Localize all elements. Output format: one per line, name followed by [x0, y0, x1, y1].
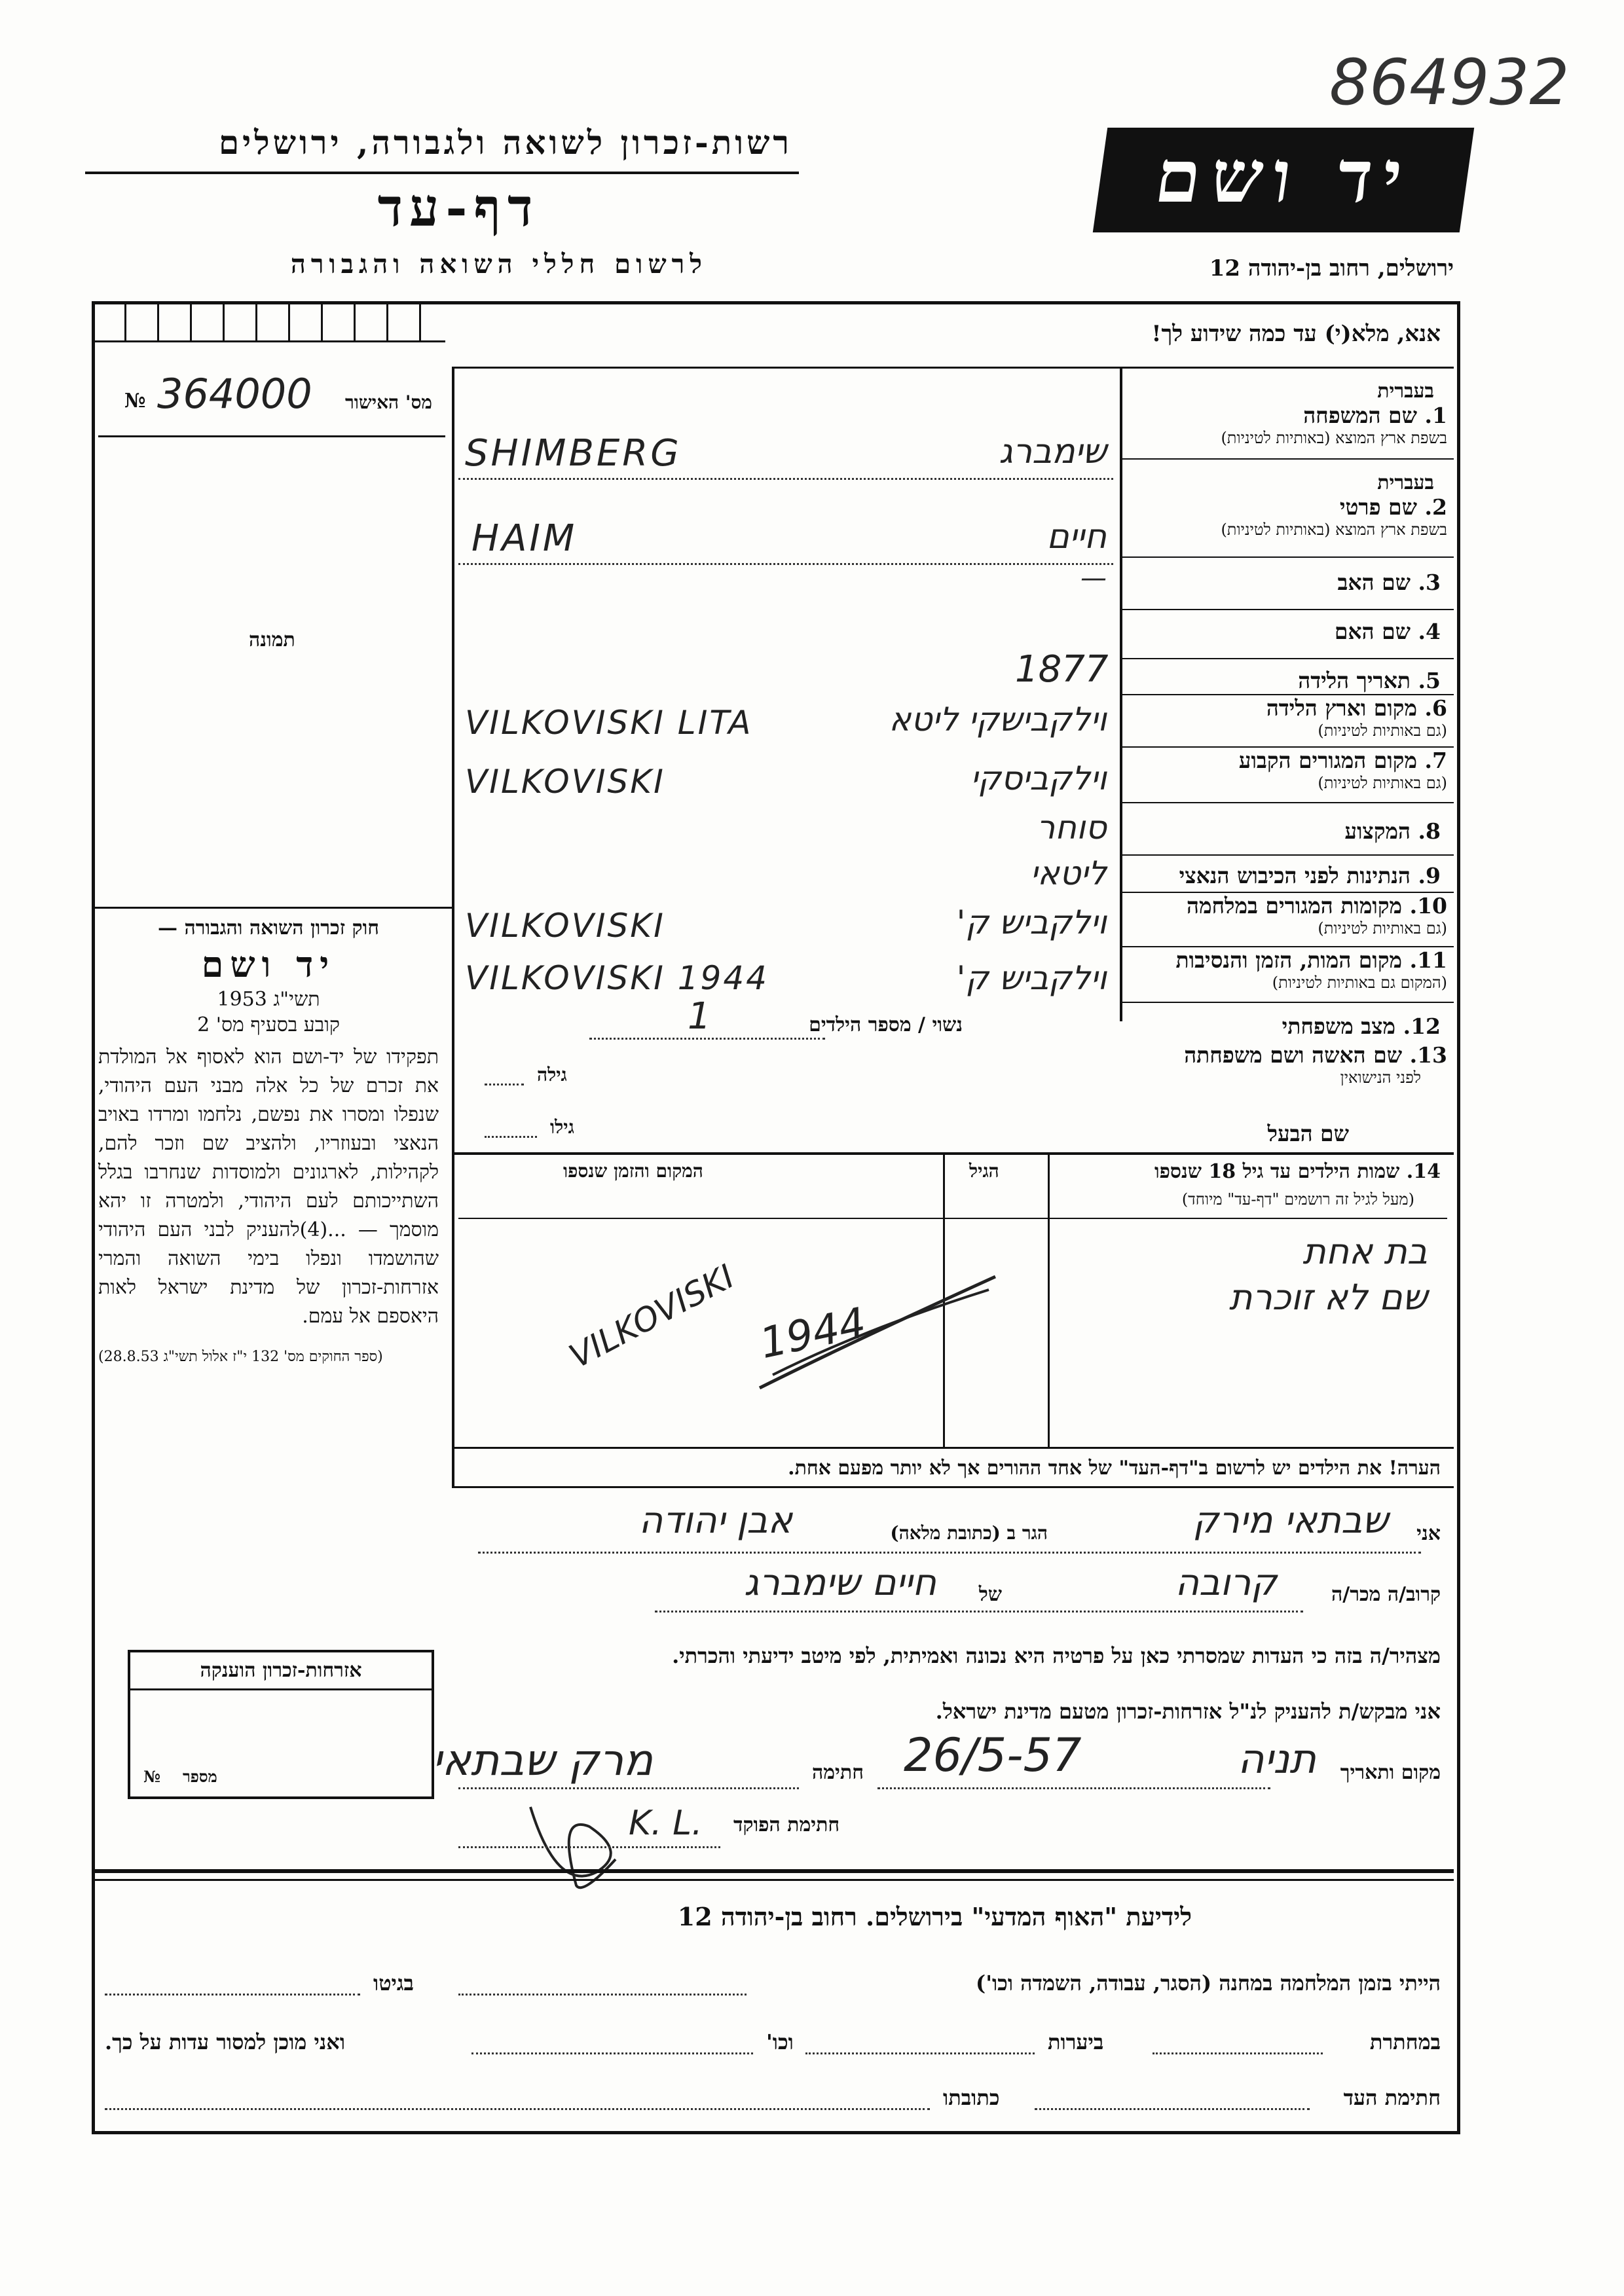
field-12: 12. מצב משפחתי: [1282, 1013, 1441, 1039]
surname-latin: SHIMBERG: [465, 432, 682, 475]
children-sub: (מעל לגיל זה רושמים "דף-עד" מיוחד): [1181, 1190, 1414, 1209]
header-address: ירושלים, רחוב בן-יהודה 12: [1209, 255, 1454, 282]
death-place-latin: VILKOVISKI 1944: [465, 959, 769, 997]
firstname-latin: HAIM: [471, 517, 578, 560]
child-death-place: VILKOVISKI: [563, 1257, 741, 1376]
relation-value: קרובה: [1175, 1561, 1277, 1604]
signature-label: חתימה: [812, 1761, 864, 1784]
wartime-residence-latin: VILKOVISKI: [465, 907, 665, 945]
bottom-underground: במחתרת: [1369, 2030, 1441, 2054]
form-subtitle: לרשום חללי השואה והגבורה: [290, 249, 707, 280]
header-rule: [85, 172, 799, 174]
children-place-header: המקום והזמן שנספו: [563, 1160, 703, 1182]
bottom-witness-sig: חתימת העד: [1343, 2085, 1441, 2110]
field-4: 4. שם האם: [1334, 619, 1441, 644]
relation-label: קרוב/ה מכר/ה: [1331, 1583, 1441, 1606]
married-children-label: נשוי / מספר הילדים: [809, 1013, 963, 1036]
signature-value: מרק שבתאי: [432, 1735, 654, 1785]
declaration-text: מצהיר/ה בזה כי העדות שמסרתי כאן על פרטיה היא נכונה ואמיתית, לפי מיטב ידיעתי והכרתי.: [672, 1643, 1441, 1668]
children-count: 1: [688, 995, 711, 1038]
field-9: 9. הנתינות לפני הכיבוש הנאצי: [1179, 863, 1441, 888]
nationality: ליטאי: [1030, 854, 1107, 892]
declarant-resides-label: הגר ב (כתובת מלאה): [890, 1522, 1048, 1544]
birthplace-latin: VILKOVISKI LITA: [465, 704, 753, 742]
field-husband: שם הבעל: [1267, 1121, 1349, 1146]
child-death-year: 1944: [756, 1298, 870, 1369]
place-value: תניה: [1238, 1735, 1316, 1783]
birth-date: 1877: [1015, 648, 1109, 691]
place-date-label: מקום ותאריך: [1340, 1761, 1441, 1784]
law-box: חוק זכרון השואה והגבורה — יד ושם תשי"ג 1953 קובע בסעיף מס' 2 תפקידו של יד-ושם הוא לאסוף אל המולדת את זכרם של כל אלה מבני העם היהודי, שנפלו ומסרו את נפשם, נלחמו ומרדו באויב הנאצי ובעוזריו, ולהציב שם וזכר להם, לקהילות, לארגונים ולמוסדות שנחרבו בגלל השתייכותם לעם היהודי, ולמטרה זו יהא מוסמך — ...(4)להעניק לבני העם היהודי שהושמדו ונפלו בימי השואה והמרי אזרחות-זכרון של מדינת ישראל לאות היאספם אל עמם. (ספר החוקים מס' 132 י"ז אלול תשי"ג 28.8.53): [98, 917, 439, 1365]
child-name-2: שם לא זוכרת: [1228, 1277, 1428, 1318]
officer-signature: K. L.: [629, 1804, 703, 1843]
field-13: 13. שם האשה ושם משפחתה לפני הנישואין: [1184, 1042, 1447, 1087]
death-place-hebrew: וילקביש ק': [956, 959, 1107, 997]
bottom-forests: ביערות: [1048, 2030, 1104, 2054]
field-2: בעברית 2. שם פרטי בשפת ארץ המוצא (באותיות לטיניות): [1221, 471, 1447, 539]
officer-label: חתימת הפוקד: [733, 1813, 840, 1836]
field-7: 7. מקום המגורים הקבוע (גם באותיות לטיניות): [1238, 748, 1447, 792]
surname-hebrew: שימברג: [999, 432, 1107, 471]
children-age-header: הגיל: [969, 1160, 999, 1182]
registry-number: 864932: [1329, 46, 1570, 119]
strike-mark: [753, 1264, 1002, 1394]
husband-age-label: גילו: [550, 1116, 574, 1138]
field-3: 3. שם האב: [1337, 570, 1441, 595]
field-1: בעברית 1. שם המשפחה בשפת ארץ המוצא (באותיות לטיניות): [1221, 380, 1447, 447]
bottom-testimony: ואני מוכן למסור עדות על כך.: [105, 2030, 346, 2054]
residence-hebrew: וילקביסקי: [970, 759, 1107, 797]
request-text: אני מבקש/ת להעניק לנ"ל אזרחות-זכרון מטעם מדינת ישראל.: [935, 1699, 1441, 1724]
field-8: 8. המקצוע: [1344, 818, 1441, 844]
field-6: 6. מקום וארץ הלידה (גם באותיות לטיניות): [1266, 695, 1447, 740]
declarant-address: אבן יהודה: [638, 1499, 792, 1542]
id-box: № 364000 מס' האישור: [124, 370, 432, 418]
children-note: הערה! את הילדים יש לרשום ב"דף-העד" של אחד ההורים אך לא יותר מפעם אחת.: [788, 1457, 1441, 1480]
citizenship-box: אזרחות-זכרון הוענקה מספר №: [128, 1650, 434, 1799]
left-column-divider: [452, 367, 454, 1152]
birthplace-hebrew: וילקבישקי ליטא: [889, 701, 1107, 738]
child-name-1: בת אחת: [1302, 1231, 1428, 1272]
bottom-address: כתובתו: [943, 2085, 1000, 2110]
yad-vashem-logo: יד ושם: [1093, 128, 1474, 232]
bottom-etc: וכו': [766, 2030, 794, 2054]
bottom-line1: הייתי בזמן המלחמה במחנה (הסגר, עבודה, השמדה וכו'): [976, 1971, 1441, 1995]
bottom-line1-end: בגיטו: [373, 1971, 414, 1995]
field-10: 10. מקומות המגורים במלחמה (גם באותיות לטיניות): [1186, 893, 1447, 938]
intro-text: אנא, מלא(י) עד כמה שידוע לך!: [1151, 321, 1441, 347]
declarant-i-label: אני: [1416, 1522, 1441, 1545]
father-name: —: [1080, 563, 1107, 593]
declarant-name: שבתאי מירק: [1192, 1499, 1388, 1542]
form-title: דף-עד: [377, 177, 540, 238]
of-label: של: [978, 1583, 1002, 1606]
children-label: 14. שמות הילדים עד גיל 18 שנספו: [1154, 1160, 1441, 1183]
firstname-hebrew: חיים: [1046, 517, 1107, 556]
wife-age-label: גילה: [537, 1064, 567, 1085]
date-value: 26/5-57: [904, 1728, 1082, 1782]
bottom-title: לידיעת "האוף המדעי" בירושלים. רחוב בן-יהודה 12: [677, 1902, 1192, 1931]
photo-label: תמונה: [249, 629, 295, 651]
field-11: 11. מקום המות, הזמן והנסיבות (המקום גם באותיות לטיניות): [1175, 947, 1447, 992]
id-number: 364000: [157, 370, 312, 418]
org-line: רשות-זכרון לשואה ולגבורה, ירושלים: [218, 123, 792, 162]
wartime-residence-hebrew: וילקביש ק': [956, 903, 1107, 941]
of-name: חיים שימברג: [744, 1561, 936, 1604]
profession: סוחר: [1037, 809, 1107, 847]
field-5: 5. תאריך הלידה: [1298, 668, 1441, 693]
residence-latin: VILKOVISKI: [465, 763, 665, 801]
